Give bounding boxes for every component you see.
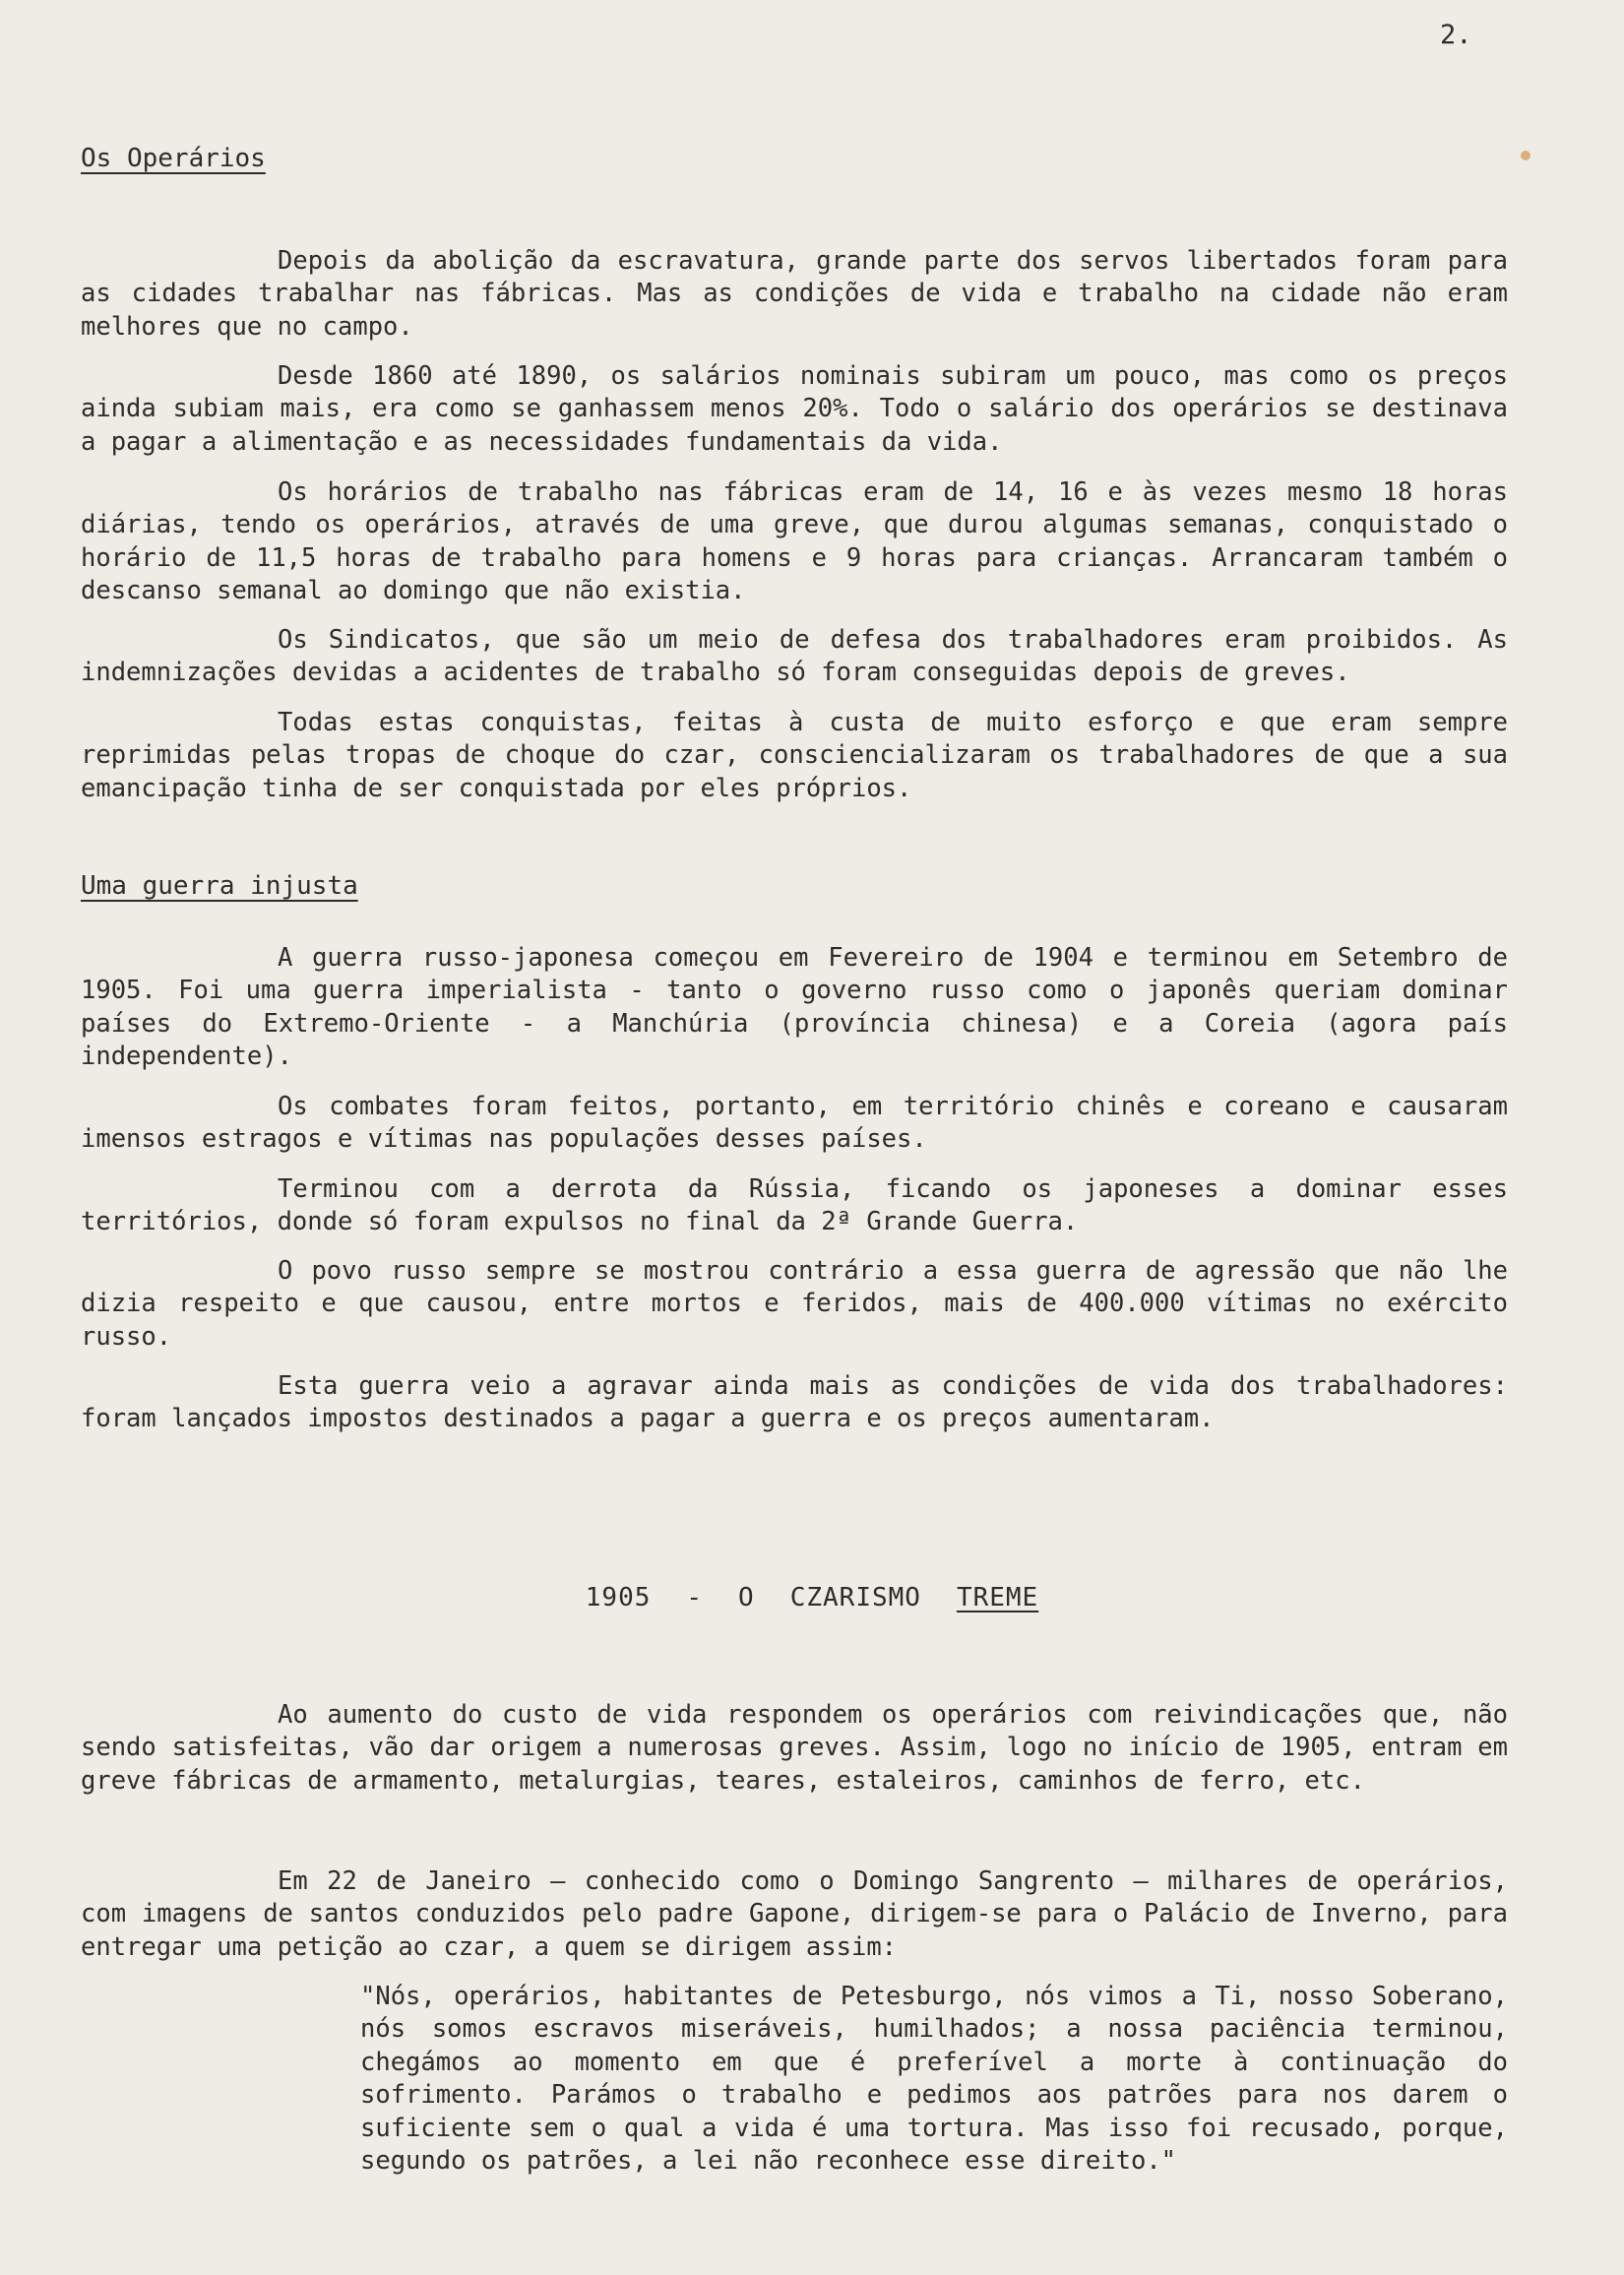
section-heading-operarios: Os Operários — [81, 144, 266, 173]
paragraph: O povo russo sempre se mostrou contrário a essa guerra de agressão que não lhe dizia respeito e que causou, entre mortos e feridos, mais de 400.000 vítimas no exército russo. — [81, 1256, 1508, 1352]
title-word-czarismo: CZARISMO — [789, 1583, 921, 1612]
title-word-o: O — [738, 1583, 755, 1612]
paragraph: Ao aumento do custo de vida respondem os operários com reivindicações que, não sendo satisfeitas, vão dar origem a numerosas greves. Assim, logo no início de 1905, entram em greve fábricas de armamento, metalurgias, teares, estaleiros, caminhos de ferro, etc. — [81, 1700, 1508, 1796]
petition-quote: "Nós, operários, habitantes de Petesburgo, nós vimos a Ti, nosso Soberano, nós somos escravos miseráveis, humilhados; a nossa paciência terminou, chegámos ao momento em que é preferível a morte à continuação do sofrimento. Parámos o trabalho e pedimos aos patrões para nos darem o suficiente sem o qual a vida é uma tortura. Mas isso foi recusado, porque, segundo os patrões, a lei não reconhece esse direito." — [360, 1982, 1508, 2177]
paragraph: Os horários de trabalho nas fábricas eram de 14, 16 e às vezes mesmo 18 horas diárias, tendo os operários, através de uma greve, que durou algumas semanas, conquistado o horário de 11,5 horas de trabalho para homens e 9 horas para crianças. Arrancaram também o descanso semanal ao domingo que não existia. — [81, 477, 1508, 606]
paragraph: Depois da abolição da escravatura, grande parte dos servos libertados foram para as cidades trabalhar nas fábricas. Mas as condições de vida e trabalho na cidade não eram melhores que no campo. — [81, 246, 1508, 342]
paragraph: A guerra russo-japonesa começou em Fevereiro de 1904 e terminou em Setembro de 1905. Foi uma guerra imperialista - tanto o governo russo como o japonês queriam dominar países do Extremo-Oriente - a Manchúria (província chinesa) e a Coreia (agora país independente). — [81, 943, 1508, 1072]
title-word-treme: TREME — [956, 1583, 1039, 1612]
paragraph: Desde 1860 até 1890, os salários nominais subiram um pouco, mas como os preços ainda subiam mais, era como se ganhassem menos 20%. Todo o salário dos operários se destinava a pagar a alimentação e as necessidades fundamentais da vida. — [81, 361, 1508, 457]
paragraph: Os combates foram feitos, portanto, em território chinês e coreano e causaram imensos estragos e vítimas nas populações desses países. — [81, 1092, 1508, 1155]
paragraph: Os Sindicatos, que são um meio de defesa dos trabalhadores eram proibidos. As indemnizações devidas a acidentes de trabalho só foram conseguidas depois de greves. — [81, 625, 1508, 688]
title-year: 1905 — [585, 1583, 652, 1612]
paragraph: Todas estas conquistas, feitas à custa de muito esforço e que eram sempre reprimidas pelas tropas de choque do czar, consciencializaram os trabalhadores de que a sua emancipação tinha de ser conquistada por eles próprios. — [81, 708, 1508, 803]
paper-stain — [1521, 151, 1530, 160]
title-dash: - — [686, 1583, 704, 1612]
chapter-title — [0, 1583, 1624, 1612]
paragraph: Terminou com a derrota da Rússia, ficando os japoneses a dominar esses territórios, donde só foram expulsos no final da 2ª Grande Guerra. — [81, 1174, 1508, 1237]
paragraph: Esta guerra veio a agravar ainda mais as condições de vida dos trabalhadores: foram lançados impostos destinados a pagar a guerra e os preços aumentaram. — [81, 1371, 1508, 1434]
section-heading-guerra: Uma guerra injusta — [81, 871, 358, 901]
page-number: 2. — [1440, 20, 1472, 50]
paragraph: Em 22 de Janeiro — conhecido como o Domingo Sangrento — milhares de operários, com imagens de santos conduzidos pelo padre Gapone, dirigem-se para o Palácio de Inverno, para entregar uma petição ao czar, a quem se dirigem assim: — [81, 1866, 1508, 1962]
